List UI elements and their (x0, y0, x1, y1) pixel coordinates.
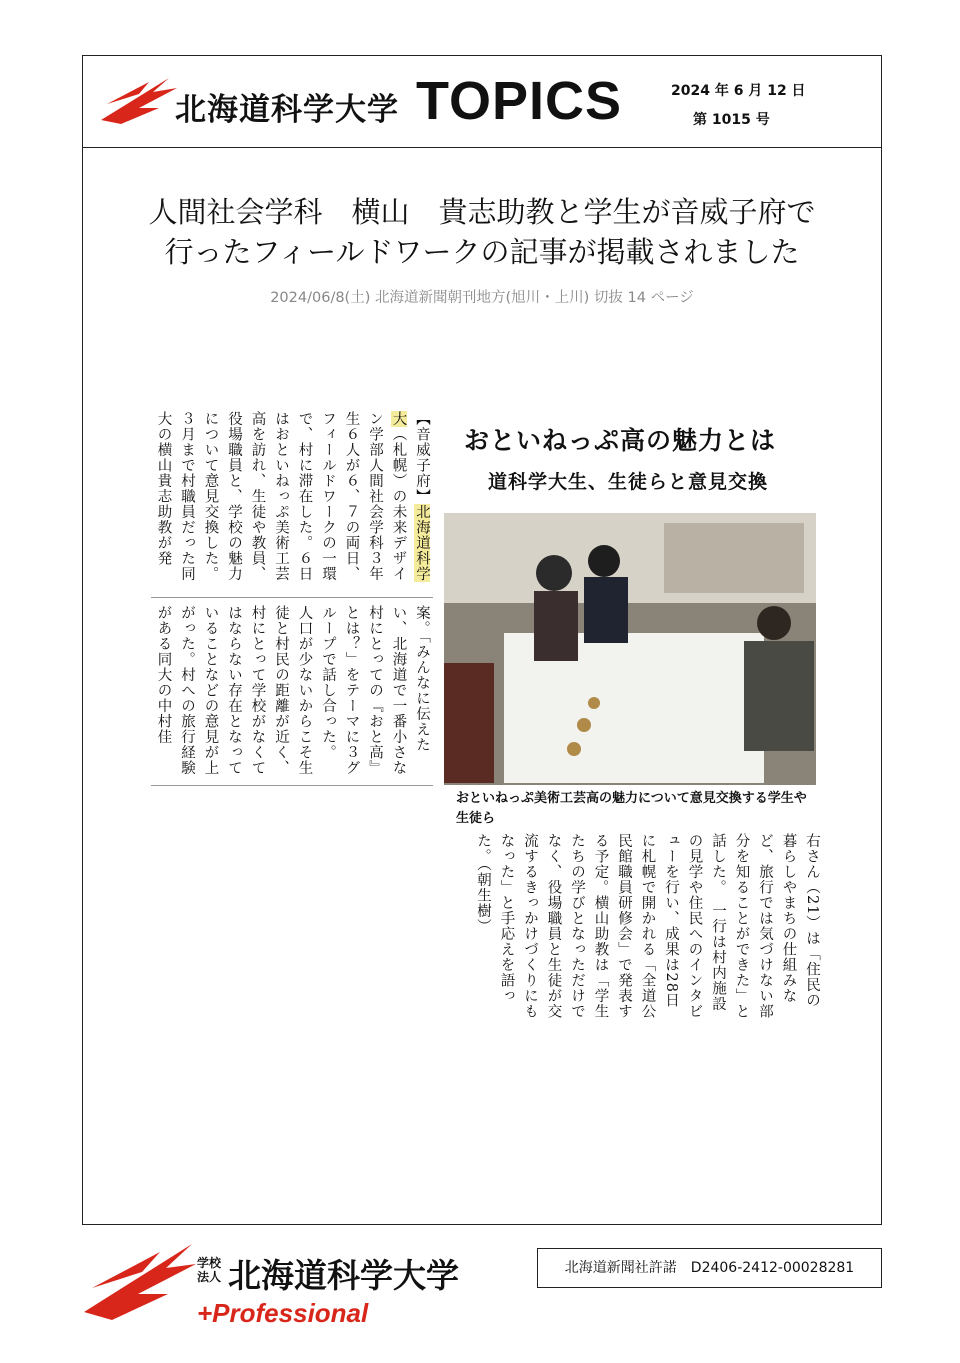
topics-title: TOPICS (416, 71, 623, 131)
body-text-1: （札幌）の未来デザイン学部人間社会学科３年生６人が６、７の両日、フィールドワークの一環で、村に滞在した。６日はおといねっぷ美術工芸高を訪れ、生徒や教員、役場職員と、学校の魅力について意見交換した。 ３月まで村職員だった同大の横山貴志助教が発 (155, 411, 407, 590)
article-subtitle: 道科学大生、生徒らと意見交換 (488, 471, 769, 493)
school-corp-label: 学校法人 (197, 1256, 222, 1284)
highlight-univ: 学大 (390, 411, 430, 582)
article-body-column-1 (151, 411, 433, 589)
source-citation: 2024/06/8(土) 北海道新聞朝刊地方(旭川・上川) 切抜 14 ページ (270, 290, 694, 306)
issue-date: 2024 年 6 月 12 日 (671, 83, 806, 99)
article-photo (444, 513, 816, 785)
article-heading (444, 403, 816, 509)
footer-tagline: +Professional (197, 1298, 369, 1328)
column-rule (151, 785, 433, 786)
header-divider (83, 147, 881, 148)
lead-tag: 【音威子府】 (414, 411, 430, 504)
newspaper-clipping (151, 401, 820, 1021)
footer-university-name: 北海道科学大学 (228, 1256, 459, 1295)
headline-line-2: 行ったフィールドワークの記事が掲載されました (164, 235, 800, 269)
article-body-column-2 (151, 605, 433, 783)
highlight-north: 北海道科 (414, 504, 430, 566)
footer-logo-icon (82, 1240, 198, 1328)
university-logo-icon (99, 74, 179, 130)
body-text-2: 案。「みんなに伝えたい、北海道で一番小さな村にとっての『おと高』とは？」をテーマに３グループで話し合った。 人口が少ないからこそ生徒と村民の距離が近く、村にとって学校がなくてはならない存在となっていることなどの意見が上がった。村への旅行経験がある同大の中村佳 (155, 605, 430, 776)
column-rule (151, 597, 433, 598)
topics-frame (82, 55, 882, 1225)
headline-line-1: 人間社会学科 横山 貴志助教と学生が音威子府で (148, 195, 816, 229)
page-headline (83, 192, 881, 272)
brand-name: 北海道科学大学 (175, 92, 399, 128)
article-body-column-3 (439, 833, 823, 1023)
article-title: おといねっぷ高の魅力とは (464, 426, 777, 455)
issue-number: 第 1015 号 (693, 112, 770, 128)
body-text-3: 右さん（21）は「住民の暮らしやまちの仕組みなど、旅行では気づけない部分を知ることができた」と話した。 一行は村内施設の見学や住民へのインタビューを行い、成果は28日に札幌で開かれる「全道公民館職員研修会」で発表する予定。横山助教は「学生たちの学びとなっただけでなく、役場職員と生徒が交流するきっかけづくりにもなった」と手応えを語った。（朝生樹） (475, 833, 820, 1019)
permission-notice: 北海道新聞社許諾 D2406-2412-00028281 (537, 1248, 882, 1288)
photo-caption: おといねっぷ美術工芸高の魅力について意見交換する学生や生徒ら (456, 791, 807, 826)
